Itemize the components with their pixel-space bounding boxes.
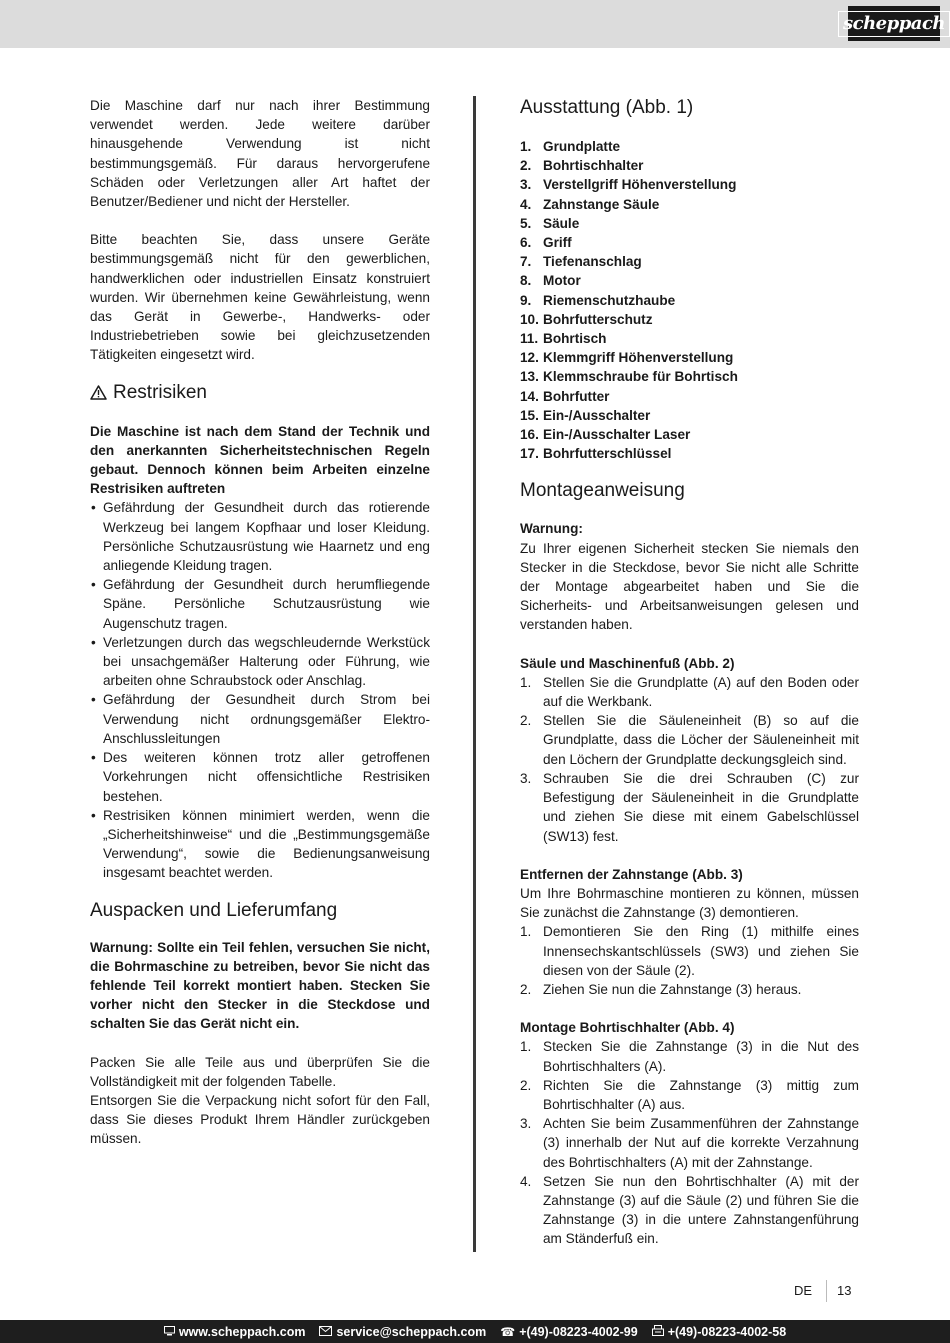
list-item: 17. Bohrfutterschlüssel [520,446,672,462]
right-column [520,96,859,1249]
list-item: • Restrisiken können minimiert werden, wenn die „Sicherheitshinweise“ und die „Bestimmungsgemäße Verwendung“, sowie die Bedienungsanweisung insgesamt beachtet werden. [90,806,430,883]
zahnstange-intro: Um Ihre Bohrmaschine montieren zu können, müssen Sie zunächst die Zahnstange (3) demontieren. [520,885,859,921]
section-title-bohrtischhalter: Montage Bohrtischhalter (Abb. 4) [520,1020,735,1036]
list-item: 2. Stellen Sie die Säuleneinheit (B) so auf die Grundplatte, dass die Löcher der Säuleneinheit mit den Löchern der Grundplatte deckungsgleich sind. [520,713,859,767]
list-item: 1. Grundplatte [520,139,621,154]
list-item: 3. Verstellgriff Höhenverstellung [520,177,737,193]
list-item: • Verletzungen durch das wegschleudernde Werkstück bei unsachgemäßer Halterung oder Führung, wie arbeiten ohne Schraubstock oder Anschlag. [90,633,430,691]
list-item: 1. Stellen Sie die Grundplatte (A) auf den Boden oder auf die Werkbank. [520,674,859,710]
restrisiken-intro: Die Maschine ist nach dem Stand der Technik und den anerkannten Sicherheitstechnischen Regeln gebaut. Dennoch können beim Arbeiten einzelne Restrisiken auftreten [90,423,430,497]
parts-list [520,137,859,463]
list-item: 7. Tiefenanschlag [520,254,642,270]
section-title-saeule: Säule und Maschinenfuß (Abb. 2) [520,655,735,671]
ausstattung-heading: Ausstattung (Abb. 1) [520,97,694,118]
steps-bohrtischhalter [520,1037,859,1248]
list-item: • Gefährdung der Gesundheit durch herumfliegende Späne. Persönliche Schutzausrüstung wie Augenschutz tragen. [90,575,430,633]
list-item: 5. Säule [520,215,580,231]
montage-warning-text: Zu Ihrer eigenen Sicherheit stecken Sie niemals den Stecker in die Steckdose, bevor Sie nicht alle Schritte der Montage abgearbeitet haben und Sie die Sicherheits- und Arbeitsanweisungen gelesen und verstanden haben. [520,540,859,633]
list-item: 2. Bohrtischhalter [520,158,644,174]
list-item: 4. Zahnstange Säule [520,196,660,212]
list-item: 3. Schrauben Sie die drei Schrauben (C) zur Befestigung der Säuleneinheit in die Grundplatte und ziehen Sie diese mit einem Gabelschlüssel (SW13) fest. [520,770,859,844]
list-item: • Des weiteren können trotz aller getroffenen Vorkehrungen nicht offensichtliche Restrisiken bestehen. [90,748,430,806]
montage-heading: Montageanweisung [520,480,685,502]
brand-logo [843,6,946,41]
warning-triangle-icon [90,383,107,407]
header-bar [0,0,950,48]
fax-icon [652,1325,664,1339]
mail-icon [319,1325,332,1339]
montage-warning-label: Warnung: [520,521,583,537]
list-item: 2. Ziehen Sie nun die Zahnstange (3) heraus. [520,981,802,997]
phone-icon: ☎ [500,1324,516,1339]
list-item: 1. Stecken Sie die Zahnstange (3) in die Nut des Bohrtischhalters (A). [520,1039,859,1074]
section-title-zahnstange: Entfernen der Zahnstange (Abb. 3) [520,866,743,882]
commercial-use-paragraph: Bitte beachten Sie, dass unsere Geräte bestimmungsgemäß nicht für den gewerblichen, handwerklichen oder industriellen Einsatz konstruiert wurden. Wir übernehmen keine Gewährleistung, wenn das Gerät in Gewerbe-, Handwerks- oder Industriebetrieben sowie bei gleichzusetzenden Tätigkeiten eingesetzt wird. [90,232,430,363]
list-item: 6. Griff [520,235,572,251]
list-item: 14. Bohrfutter [520,388,610,404]
contact-fax[interactable] [652,1325,787,1339]
list-item: 10. Bohrfutterschutz [520,311,653,327]
brand-name: scheppach [838,11,950,37]
restrisiken-heading [90,381,430,407]
column-divider [473,96,476,1252]
contact-phone[interactable] [500,1325,637,1339]
left-column [90,96,430,1149]
list-item: 1. Demontieren Sie den Ring (1) mithilfe eines Innensechskantschlüssels (SW3) und ziehen Sie diesen von der Säule (2). [520,924,859,978]
list-item: 13. Klemmschraube für Bohrtisch [520,369,738,385]
intended-use-paragraph: Die Maschine darf nur nach ihrer Bestimmung verwendet werden. Jede weitere darüber hinausgehende Verwendung ist nicht bestimmungsgemäß. Für daraus hervorgerufene Schäden oder Verletzungen aller Art haftet der Benutzer/Bediener und nicht der Hersteller. [90,98,430,210]
contact-email[interactable] [319,1325,486,1339]
list-item: 12. Klemmgriff Höhenverstellung [520,350,734,366]
auspacken-warning: Warnung: Sollte ein Teil fehlen, versuchen Sie nicht, die Bohrmaschine zu betreiben, bevor Sie nicht das fehlende Teil korrekt montiert haben. Stecken Sie vorher nicht den Stecker in die Steckdose und schalten Sie das Gerät nicht ein. [90,939,430,1032]
list-item: 15. Ein-/Ausschalter [520,407,651,423]
monitor-icon [164,1325,175,1339]
contact-bar [0,1320,950,1343]
list-item: • Gefährdung der Gesundheit durch das rotierende Werkzeug bei langem Kopfhaar und loser Kleidung. Persönliche Schutzausrüstung wie Haarnetz und eng anliegende Kleidung tragen. [90,498,430,575]
page-number: 13 [837,1283,852,1298]
list-item: 11. Bohrtisch [520,331,607,347]
steps-zahnstange [520,922,859,999]
contact-email-text: service@scheppach.com [336,1324,487,1339]
list-item: 2. Richten Sie die Zahnstange (3) mittig zum Bohrtischhalter (A) aus. [520,1077,859,1112]
contact-web-text: www.scheppach.com [178,1324,306,1339]
list-item: • Gefährdung der Gesundheit durch Strom bei Verwendung nicht ordnungsgemäßer Elektro-Anschlussleitungen [90,690,430,748]
page-footer-separator [826,1280,827,1302]
list-item: 4. Setzen Sie nun den Bohrtischhalter (A) mit der Zahnstange (3) auf die Säule (2) und führen Sie die Zahnstange (3) in die untere Zahnstangenführung am Ständerfuß ein. [520,1173,859,1247]
contact-fax-text: +(49)-08223-4002-58 [667,1324,787,1339]
page-language: DE [794,1283,813,1298]
list-item: 3. Achten Sie beim Zusammenführen der Zahnstange (3) innerhalb der Nut auf die korrekte Verzahnung des Bohrtischhalters (A) mit der Zahnstange. [520,1116,859,1170]
steps-saeule [520,673,859,846]
contact-phone-text: +(49)-08223-4002-99 [519,1324,638,1339]
auspacken-paragraph-2: Entsorgen Sie die Verpackung nicht sofort für den Fall, dass Sie dieses Produkt Ihrem Händler zurückgeben müssen. [90,1092,430,1147]
list-item: 9. Riemenschutzhaube [520,292,676,308]
contact-web[interactable] [164,1325,306,1339]
auspacken-heading: Auspacken und Lieferumfang [90,899,338,921]
auspacken-paragraph-1: Packen Sie alle Teile aus und überprüfen Sie die Vollständigkeit mit der folgenden Tabelle. [90,1054,430,1089]
restrisiken-list [90,498,430,882]
restrisiken-heading-text: Restrisiken [113,381,207,403]
list-item: 8. Motor [520,273,581,289]
list-item: 16. Ein-/Ausschalter Laser [520,427,691,443]
